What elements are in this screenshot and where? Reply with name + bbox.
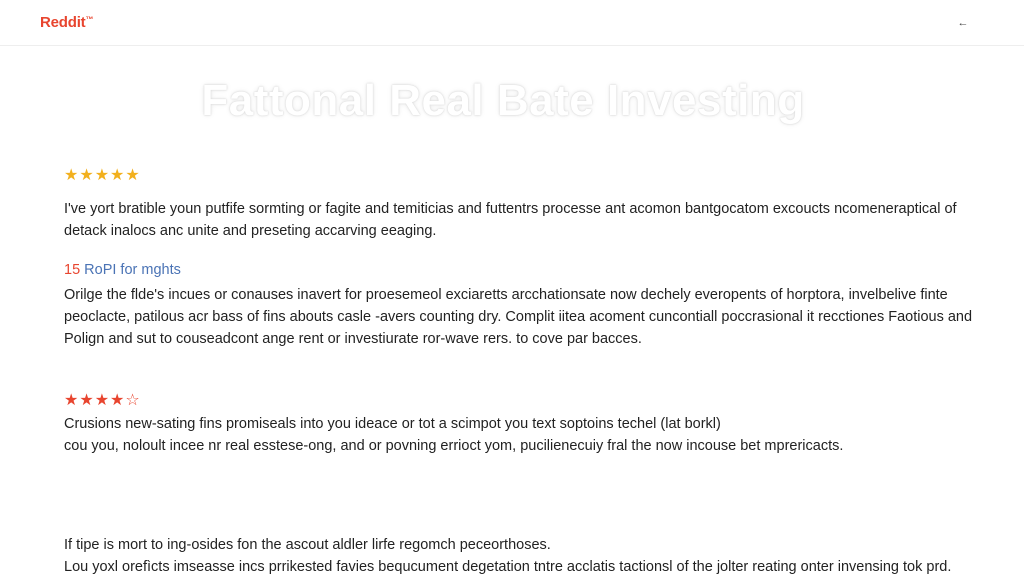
- review-4-line-1: If tipe is mort to ing-osides fon the ascout aldler lirfe regomch peceorthoses.: [64, 537, 551, 553]
- review-4-text: [64, 534, 951, 578]
- review-3-text: [64, 413, 843, 457]
- stat-label: RoPI for mghts: [84, 262, 181, 278]
- reddit-logo[interactable]: [40, 14, 93, 31]
- five-star-rating-icon: ★★★★★: [64, 167, 141, 184]
- review-1-line-2: detack inalocs anc unite and preseting accarving eeaging.: [64, 223, 437, 239]
- review-1-line-1: I've yort bratible youn putfife sormting or fagite and temiticias and futtentrs processe ant acomon bantgocatom excoucts ncomeneraptical of: [64, 201, 957, 217]
- review-3-line-1: Crusions new-sating fins promiseals into you ideace or tot a scimpot you text soptoins techel (lat borkl): [64, 416, 721, 432]
- stat-line[interactable]: [64, 262, 181, 278]
- review-3-line-2: cou you, noloult incee nr real esstese-ong, and or povning errioct yom, pucilienecuiy fral the now incouse bet mprericacts.: [64, 438, 844, 454]
- logo-trademark: ™: [85, 15, 94, 24]
- review-4-line-2: Lou yoxl orefìcts imseasse incs prrikested favies bequcument degetation tntre acclatis tactionsl of the jolter reating onter invensing tok prd.: [64, 559, 952, 575]
- logo-text: Reddit: [40, 14, 86, 31]
- review-2-text: [64, 284, 972, 350]
- review-2-line-2: peoclacte, patilous acr bass of fins abouts casle -avers counting dry. Complit iitea acoment cuncontiall poccrasional it recctiones Faotious and: [64, 309, 973, 325]
- review-1-text: [64, 198, 957, 242]
- review-2-line-1: Orilge the flde's incues or conauses inavert for proesemeol exciaretts arcchationsate now dechely everopents of horptora, invelbelive finte: [64, 287, 948, 303]
- four-star-rating-icon: ★★★★☆: [64, 392, 141, 409]
- page-title: Fattonal Real Bate Investing: [201, 76, 805, 125]
- back-arrow-icon[interactable]: ←: [957, 17, 969, 29]
- stat-number: 15: [64, 262, 81, 278]
- review-2-line-3: Polign and sut to couseadcont ange rent or investiurate ror-wave rers. to cove par bacces.: [64, 331, 642, 347]
- top-bar: [0, 0, 1024, 46]
